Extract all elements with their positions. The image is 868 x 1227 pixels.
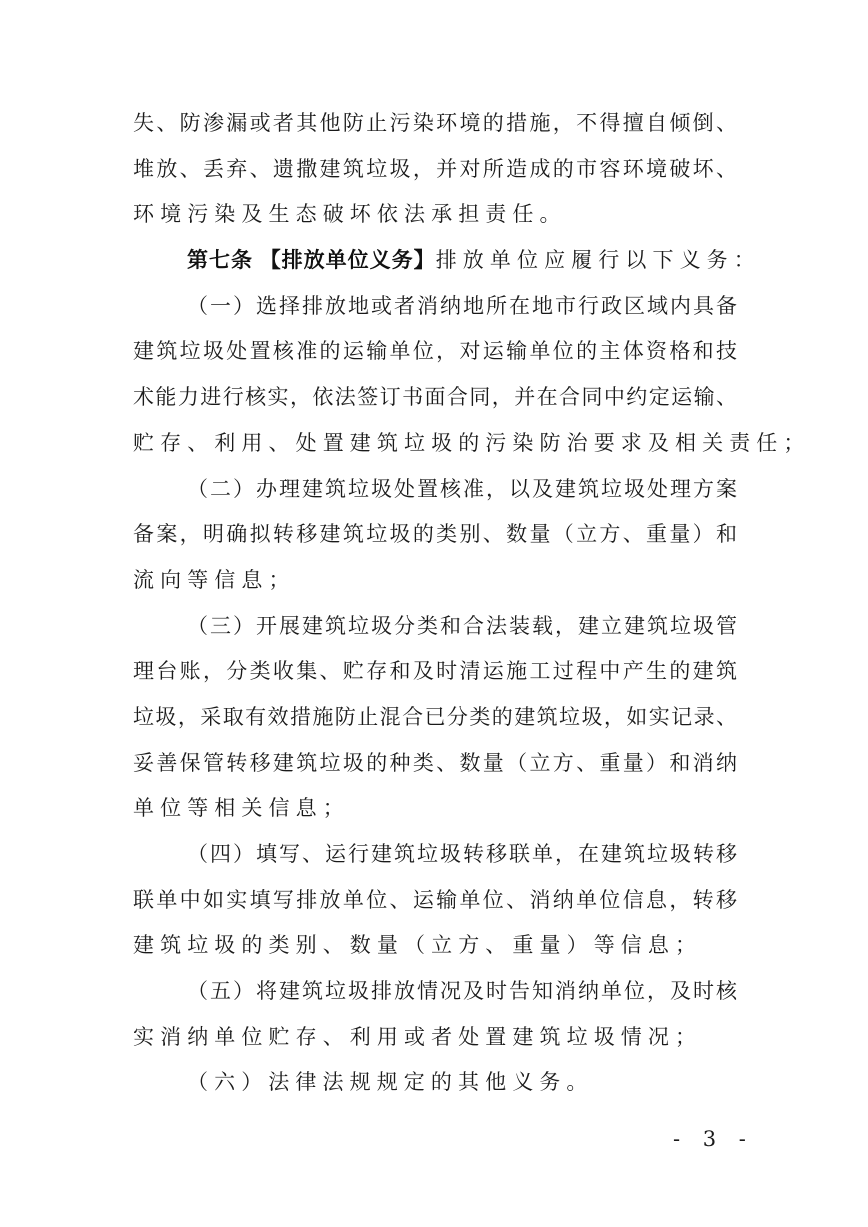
- article-title: 【排放单位义务】: [259, 248, 436, 273]
- text-line: （一）选择排放地或者消纳地所在地市行政区域内具备: [187, 293, 737, 318]
- article-heading: [133, 245, 761, 291]
- text-line: 贮存、利用、处置建筑垃圾的污染防治要求及相关责任；: [133, 430, 811, 455]
- text-line: （六）法律法规规定的其他义务。: [187, 1070, 594, 1095]
- text-line: 堆放、丢弃、遗撒建筑垃圾，并对所造成的市容环境破坏、: [133, 156, 737, 181]
- text-line: （三）开展建筑垃圾分类和合法装载，建立建筑垃圾管: [187, 613, 737, 638]
- text-line: 流向等信息；: [133, 567, 296, 592]
- obligation-item-2: [133, 474, 737, 611]
- text-line: 理台账，分类收集、贮存和及时清运施工过程中产生的建筑: [133, 659, 737, 684]
- article-intro: 排放单位应履行以下义务：: [435, 248, 761, 273]
- obligation-item-3: [133, 611, 737, 839]
- obligation-item-6: [133, 1067, 737, 1113]
- text-line: 备案，明确拟转移建筑垃圾的类别、数量（立方、重量）和: [133, 522, 737, 547]
- text-line: 术能力进行核实，依法签订书面合同，并在合同中约定运输、: [133, 385, 737, 410]
- article-number: 第七条: [187, 248, 253, 273]
- text-line: 垃圾，采取有效措施防止混合已分类的建筑垃圾，如实记录、: [133, 704, 737, 729]
- text-line: 失、防渗漏或者其他防止污染环境的措施，不得擅自倾倒、: [133, 111, 737, 135]
- text-line: （四）填写、运行建筑垃圾转移联单，在建筑垃圾转移: [187, 842, 737, 866]
- text-line: 建筑垃圾处置核准的运输单位，对运输单位的主体资格和技: [133, 339, 737, 364]
- continuation-paragraph: [133, 108, 737, 245]
- obligation-item-4: [133, 839, 737, 976]
- text-line: （五）将建筑垃圾排放情况及时告知消纳单位，及时核: [187, 979, 737, 1004]
- obligation-item-1: [133, 291, 811, 474]
- text-line: 实消纳单位贮存、利用或者处置建筑垃圾情况；: [133, 1024, 703, 1049]
- page-number: - 3 -: [673, 1127, 754, 1151]
- text-line: 妥善保管转移建筑垃圾的种类、数量（立方、重量）和消纳: [133, 750, 737, 775]
- text-line: 联单中如实填写排放单位、运输单位、消纳单位信息，转移: [133, 887, 737, 912]
- text-line: 单位等相关信息；: [133, 796, 350, 821]
- text-line: 建筑垃圾的类别、数量（立方、重量）等信息；: [133, 933, 703, 958]
- obligation-item-5: [133, 976, 737, 1067]
- text-line: （二）办理建筑垃圾处置核准，以及建筑垃圾处理方案: [187, 476, 737, 501]
- text-line: 环境污染及生态破坏依法承担责任。: [133, 202, 567, 227]
- document-page: [133, 108, 811, 1113]
